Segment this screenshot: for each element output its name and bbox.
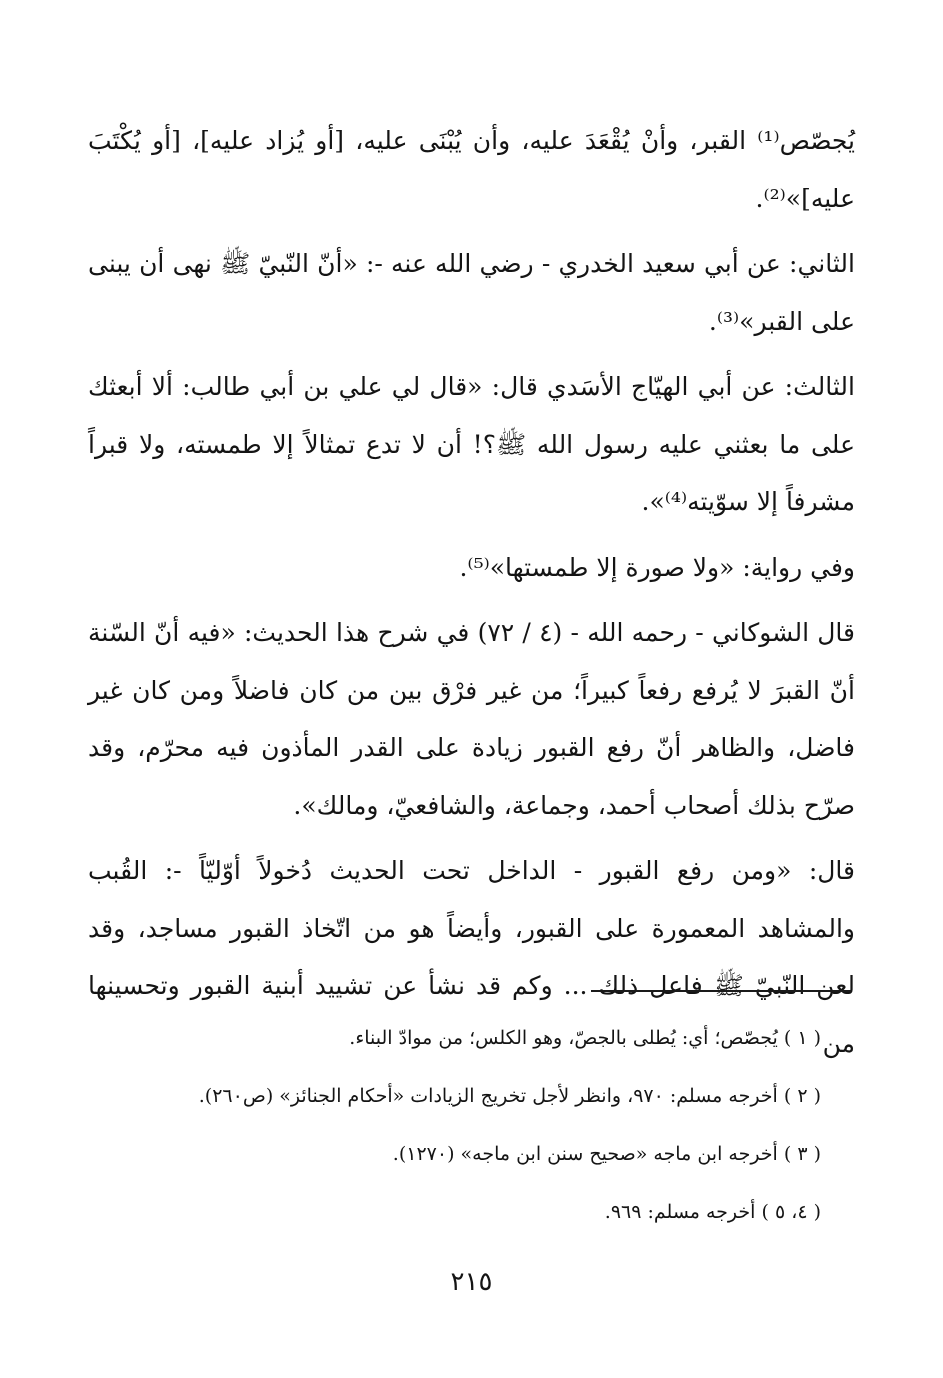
footnote-divider	[591, 990, 851, 992]
paragraph: وفي رواية: «ولا صورة إلا طمستها»⁽⁵⁾.	[459, 552, 855, 582]
footnote: ( ١ ) يُجصّص؛ أي: يُطلى بالجصّ، وهو الكلس؛ من موادّ البناء.	[349, 1027, 821, 1049]
paragraph: يُجصّص⁽¹⁾ القبر، وأنْ يُقْعَدَ عليه، وأن يُبْنَى عليه، [أو يُزاد عليه]، [أو يُكْتَبَ عليه]»⁽²⁾.	[88, 126, 855, 213]
paragraph: قال الشوكاني - رحمه الله - (٤ / ٧٢) في شرح هذا الحديث: «فيه أنّ السّنة أنّ القبرَ لا يُرفع رفعاً كبيراً؛ من غير فرْق بين من كان فاضلاً ومن كان غير فاضل، والظاهر أنّ رفع القبور زيادة على القدر المأذون فيه محرّم، وقد صرّح بذلك أصحاب أحمد، وجماعة، والشافعيّ، ومالك».	[88, 618, 855, 820]
paragraph: الثاني: عن أبي سعيد الخدري - رضي الله عنه -: «أنّ النّبيّ ﷺ نهى أن يبنى على القبر»⁽³⁾.	[88, 249, 855, 336]
page-number: ٢١٥	[450, 1267, 493, 1297]
main-text	[88, 112, 855, 1072]
footnote: ( ٣ ) أخرجه ابن ماجه «صحيح سنن ابن ماجه» (١٢٧٠).	[392, 1143, 821, 1165]
paragraph: قال: «ومن رفع القبور - الداخل تحت الحديث دُخولاً أوّليّاً -: القُبب والمشاهد المعمورة على القبور، وأيضاً هو من اتّخاذ القبور مساجد، وقد لعن النّبيّ ﷺ فاعل ذلك ... وكم قد نشأ عن تشييد أبنية القبور وتحسينها من	[88, 856, 855, 1058]
paragraph: الثالث: عن أبي الهيّاج الأسَدي قال: «قال لي علي بن أبي طالب: ألا أبعثك على ما بعثني عليه رسول الله ﷺ؟! أن لا تدع تمثالاً إلا طمسته، ولا قبراً مشرفاً إلا سوّيته⁽⁴⁾».	[88, 372, 855, 516]
footnote: ( ٢ ) أخرجه مسلم: ٩٧٠، وانظر لأجل تخريج الزيادات «أحكام الجنائز» (ص٢٦٠).	[198, 1085, 821, 1107]
footnotes	[81, 1025, 821, 1226]
footnote: ( ٤، ٥ ) أخرجه مسلم: ٩٦٩.	[604, 1201, 821, 1223]
